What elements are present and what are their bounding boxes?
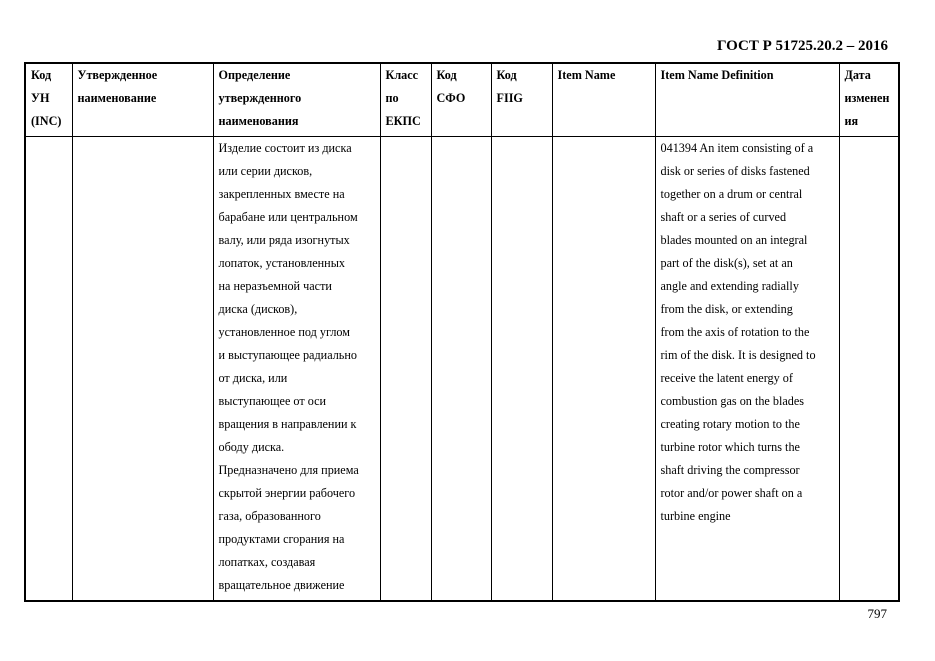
column-header-sfo-code: Код СФО (431, 63, 491, 136)
cell-sfo-code (431, 136, 491, 601)
cell-item-name-definition: 041394 An item consisting of a disk or series of disks fastened together on a drum or central shaft or a series of curved blades mounted on an integral part of the disk(s), set at an angle and extending radially from the disk, or extending from the axis of rotation to the rim of the disk. It is designed to receive the latent energy of combustion gas on the blades creating rotary motion to the turbine rotor which turns the shaft driving the compressor rotor and/or power shaft on a turbine engine (655, 136, 839, 601)
table-row (25, 136, 899, 601)
column-header-ekps-class: Класс по ЕКПС (380, 63, 431, 136)
column-header-change-date: Дата изменен ия (839, 63, 899, 136)
column-header-inc: Код УН (INC) (25, 63, 72, 136)
cell-ekps-class (380, 136, 431, 601)
column-header-item-name-definition: Item Name Definition (655, 63, 839, 136)
page-number: 797 (867, 606, 887, 621)
column-header-approved-name: Утвержденное наименование (72, 63, 213, 136)
cell-item-name (552, 136, 655, 601)
table-header-row (25, 63, 899, 136)
cell-change-date (839, 136, 899, 601)
definitions-table (24, 62, 900, 602)
column-header-item-name: Item Name (552, 63, 655, 136)
cell-approved-name (72, 136, 213, 601)
column-header-definition: Определение утвержденного наименования (213, 63, 380, 136)
cell-definition-ru: Изделие состоит из диска или серии дисков, закрепленных вместе на барабане или центральном валу, или ряда изогнутых лопаток, установленных на неразъемной части диска (дисков), установленное под углом и выступающее радиально от диска, или выступающее от оси вращения в направлении к ободу диска. Предназначено для приема скрытой энергии рабочего газа, образованного продуктами сгорания на лопатках, создавая вращательное движение (213, 136, 380, 601)
cell-inc (25, 136, 72, 601)
document-title: ГОСТ Р 51725.20.2 – 2016 (716, 38, 888, 54)
cell-fiig-code (491, 136, 552, 601)
column-header-fiig-code: Код FIIG (491, 63, 552, 136)
